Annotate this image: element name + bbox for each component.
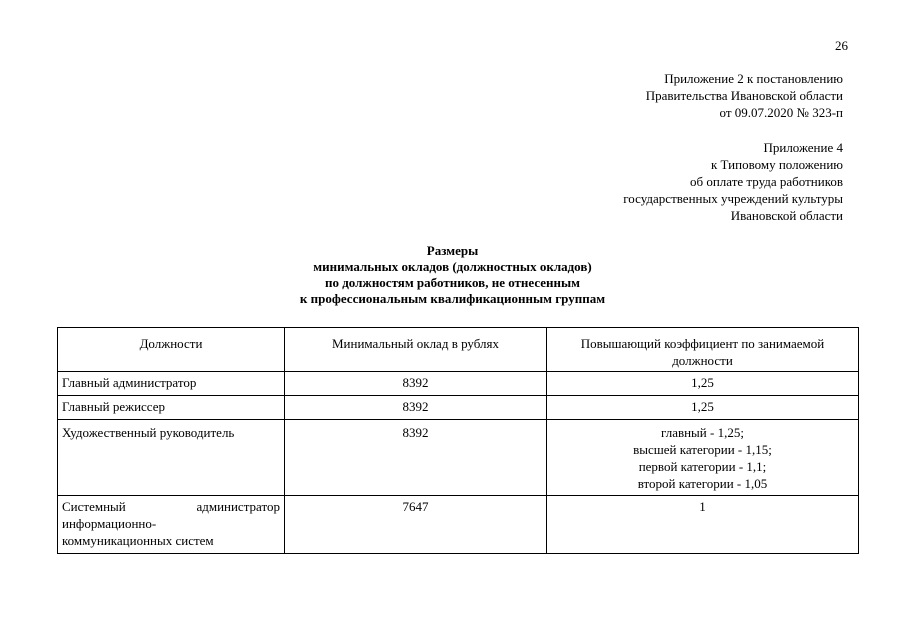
document-title [0,243,905,307]
cell-salary: 7647 [285,496,547,554]
title-line-4: к профессиональным квалификационным группам [299,291,606,306]
page-number: 26 [835,38,848,53]
appendix-4-line-3: об оплате труда работников [689,174,843,189]
appendix-2-line-1: Приложение 2 к постановлению [664,71,843,86]
cell-coefficient: 1 [547,496,859,554]
appendix-2-line-3: от 09.07.2020 № 323-п [719,105,843,120]
coefficient-line: главный - 1,25; [661,425,744,440]
header-position: Должности [58,328,285,372]
appendix-4-block [623,139,843,224]
header-coefficient: Повышающий коэффициент по занимаемой должности [547,328,859,372]
appendix-4-line-1: Приложение 4 [763,140,843,155]
cell-position: Главный режиссер [58,396,285,420]
cell-coefficient: 1,25 [547,372,859,396]
cell-coefficient: 1,25 [547,396,859,420]
appendix-2-block [646,70,843,121]
header-min-salary: Минимальный оклад в рублях [285,328,547,372]
cell-coefficient [547,420,859,496]
coefficient-line: второй категории - 1,05 [637,476,768,491]
appendix-4-line-5: Ивановской области [730,208,843,223]
cell-position [58,496,285,554]
cell-position: Художественный руководитель [58,420,285,496]
table-header-row [58,328,859,372]
appendix-2-line-2: Правительства Ивановской области [645,88,843,103]
coefficient-line: высшей категории - 1,15; [633,442,772,457]
position-word: Системный [62,499,126,514]
position-line [62,498,280,515]
title-line-2: минимальных окладов (должностных окладов) [313,259,592,274]
cell-salary: 8392 [285,372,547,396]
table-row [58,396,859,420]
position-line: коммуникационных систем [62,533,214,548]
title-line-3: по должностям работников, не отнесенным [324,275,581,290]
cell-salary: 8392 [285,396,547,420]
title-line-1: Размеры [426,243,479,258]
appendix-4-line-2: к Типовому положению [710,157,843,172]
position-line: информационно- [62,516,157,531]
appendix-4-line-4: государственных учреждений культуры [623,191,843,206]
position-word: администратор [196,499,280,514]
cell-position: Главный администратор [58,372,285,396]
table-row [58,420,859,496]
coefficient-line: первой категории - 1,1; [638,459,767,474]
salary-table [57,327,859,554]
cell-salary: 8392 [285,420,547,496]
table-row [58,496,859,554]
table-row [58,372,859,396]
